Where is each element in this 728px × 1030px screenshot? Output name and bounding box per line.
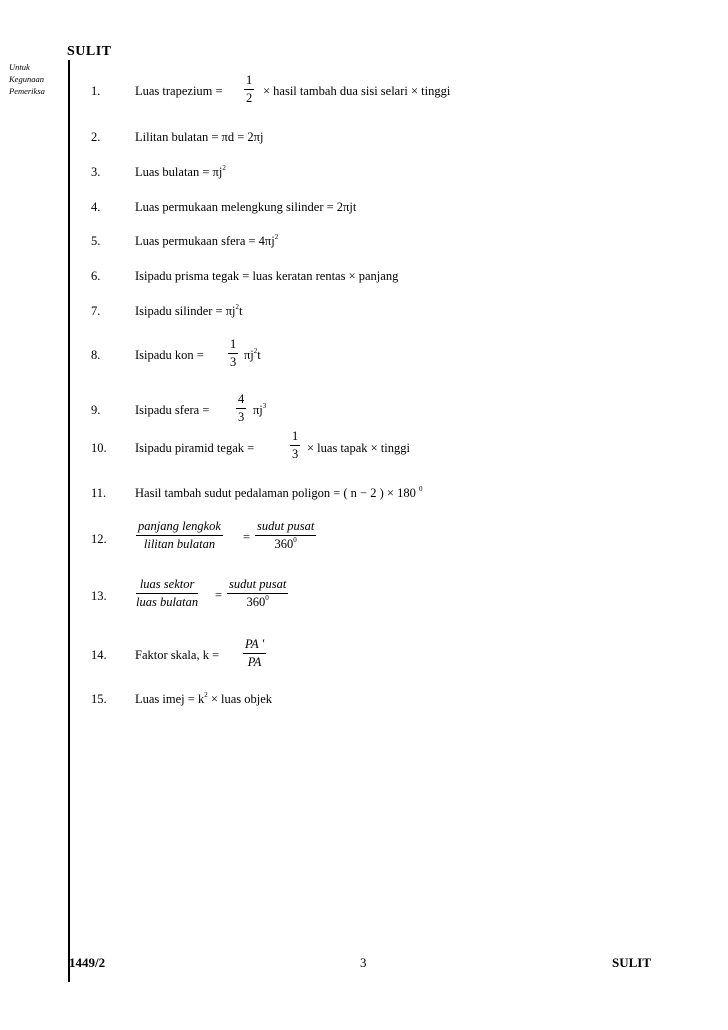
margin-note [9, 61, 45, 97]
formula-main: Isipadu silinder = πj [135, 304, 236, 318]
formula-number: 11. [91, 486, 107, 500]
formula-text [135, 486, 422, 501]
formula-number: 5. [91, 234, 101, 248]
formula-number: 9. [91, 403, 101, 417]
formula-main: Luas bulatan = πj [135, 165, 223, 179]
formula-fraction [228, 337, 238, 370]
fraction-denominator: 3 [238, 410, 245, 424]
formula-superscript: 2 [274, 233, 279, 241]
fraction-numerator: 1 [290, 429, 300, 446]
formula-equals: = [215, 588, 223, 602]
formula-number: 8. [91, 348, 101, 362]
formula-number: 3. [91, 165, 101, 179]
fraction-denominator-value: 360 [246, 595, 266, 609]
formula-fraction [244, 73, 254, 106]
footer-classification: SULIT [612, 955, 652, 970]
footer-paper-code: 1449/2 [69, 955, 106, 970]
formula-left-fraction [136, 519, 223, 552]
formula-after: × luas objek [210, 692, 273, 706]
fraction-denominator: lilitan bulatan [143, 537, 216, 551]
fraction-denominator: 3 [292, 447, 299, 461]
formula-superscript: 2 [222, 164, 226, 172]
fraction-denominator [227, 594, 288, 610]
fraction-denominator [255, 536, 316, 552]
formula-number: 12. [91, 532, 107, 546]
formula-text [135, 692, 272, 707]
margin-note-line3: Pemeriksa [9, 86, 45, 96]
formula-equals: = [243, 530, 251, 544]
formula-text: Luas trapezium = [135, 84, 223, 98]
formula-left-fraction [136, 577, 198, 610]
fraction-denominator: 2 [246, 91, 253, 105]
formula-fraction [243, 637, 266, 670]
formula-tail: t [257, 348, 261, 362]
formula-after-main: πj [253, 403, 263, 417]
formula-fraction [290, 429, 300, 462]
formula-text: Isipadu piramid tegak = [135, 441, 255, 455]
formula-superscript: 0 [265, 594, 269, 602]
formula-right-fraction [227, 577, 288, 610]
formula-text: Isipadu sfera = [135, 403, 210, 417]
formula-fraction [236, 392, 246, 425]
formula-text-after [253, 403, 266, 418]
formula-text [135, 234, 278, 249]
formula-number: 13. [91, 589, 107, 603]
formula-number: 7. [91, 304, 101, 318]
formula-superscript: 0 [418, 485, 423, 493]
formula-number: 14. [91, 648, 107, 662]
formula-number: 4. [91, 200, 101, 214]
formula-text: Luas permukaan melengkung silinder = 2πjt [135, 200, 357, 214]
margin-note-line2: Kegunaan [9, 74, 44, 84]
formula-superscript: 3 [262, 402, 267, 410]
formula-text-after: × luas tapak × tinggi [307, 441, 410, 455]
formula-superscript: 2 [235, 303, 240, 311]
formula-superscript: 2 [253, 347, 258, 355]
formula-number: 2. [91, 130, 101, 144]
fraction-numerator: luas sektor [136, 577, 198, 594]
formula-number: 15. [91, 692, 107, 706]
formula-right-fraction [255, 519, 316, 552]
formula-main: Hasil tambah sudut pedalaman poligon = ( n − 2 ) × 180 [135, 486, 416, 500]
formula-tail: t [239, 304, 243, 318]
fraction-numerator: 1 [244, 73, 254, 90]
fraction-denominator: PA [247, 655, 262, 669]
fraction-denominator: luas bulatan [136, 595, 199, 609]
formula-number: 6. [91, 269, 101, 283]
fraction-numerator: PA ' [243, 637, 266, 654]
formula-text [135, 304, 243, 319]
margin-rule [68, 60, 70, 982]
formula-text-after: × hasil tambah dua sisi selari × tinggi [263, 84, 451, 98]
formula-main: Luas imej = k [135, 692, 205, 706]
fraction-denominator-value: 360 [274, 537, 294, 551]
formula-number: 10. [91, 441, 107, 455]
formula-text: Isipadu kon = [135, 348, 204, 362]
fraction-numerator: 1 [228, 337, 238, 354]
formula-text [135, 165, 226, 180]
fraction-numerator: sudut pusat [227, 577, 288, 594]
formula-after-main: πj [244, 348, 254, 362]
formula-superscript: 0 [293, 536, 297, 544]
header-classification: SULIT [67, 44, 112, 59]
formula-text: Isipadu prisma tegak = luas keratan rentas × panjang [135, 269, 399, 283]
formula-number: 1. [91, 84, 101, 98]
fraction-numerator: panjang lengkok [136, 519, 223, 536]
formula-text-after [244, 348, 261, 363]
fraction-denominator: 3 [230, 355, 237, 369]
formula-text: Lilitan bulatan = πd = 2πj [135, 130, 264, 144]
formula-text: Faktor skala, k = [135, 648, 220, 662]
formula-main: Luas permukaan sfera = 4πj [135, 234, 275, 248]
fraction-numerator: 4 [236, 392, 246, 409]
fraction-numerator: sudut pusat [255, 519, 316, 536]
margin-note-line1: Untuk [9, 62, 30, 72]
footer-page-number: 3 [360, 955, 367, 970]
formula-superscript: 2 [204, 691, 208, 699]
